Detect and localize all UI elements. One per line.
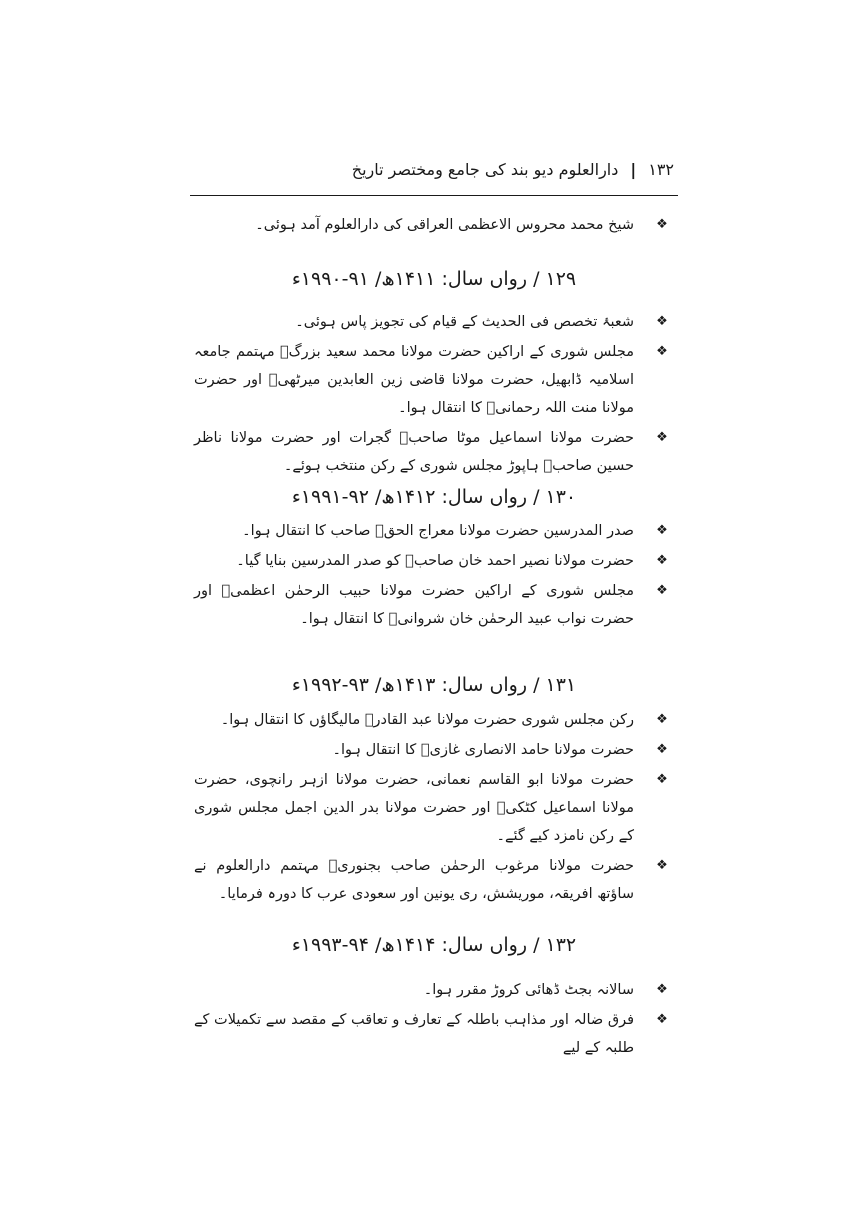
bullet-item (194, 766, 672, 850)
bullet-text: مجلس شوری کے اراکین حضرت مولانا حبیب الرحمٰن اعظمیؒ اور حضرت نواب عبید الرحمٰن خان شروانیؒ کا انتقال ہوا۔ (194, 583, 634, 627)
bullet-diamond-icon: ❖ (656, 1012, 668, 1027)
bullet-diamond-icon: ❖ (656, 344, 668, 359)
bullet-item (194, 736, 672, 764)
bullet-text: رکن مجلس شوری حضرت مولانا عبد القادرؒ مالیگاؤں کا انتقال ہوا۔ (220, 712, 634, 728)
bullet-diamond-icon: ❖ (656, 583, 668, 598)
year-heading-131: ۱۳۱ / رواں سال: ۱۴۱۳ھ/ ۹۳-۱۹۹۲ء (291, 674, 577, 696)
bullet-item (194, 852, 672, 908)
bullet-diamond-icon: ❖ (656, 858, 668, 873)
bullet-text: شعبۂ تخصص فی الحدیث کے قیام کی تجویز پاس ہوئی۔ (295, 314, 634, 330)
year-heading-130: ۱۳۰ / رواں سال: ۱۴۱۲ھ/ ۹۲-۱۹۹۱ء (291, 486, 577, 508)
bullet-diamond-icon: ❖ (656, 982, 668, 997)
bullet-text: شیخ محمد محروس الاعظمی العراقی کی دارالعلوم آمد ہوئی۔ (255, 217, 634, 233)
bullet-text: حضرت مولانا ابو القاسم نعمانی، حضرت مولانا ازہر رانچوی، حضرت مولانا اسماعیل کٹکیؒ اور حضرت مولانا بدر الدین اجمل مجلس شوری کے رکن نامزد کیے گئے۔ (194, 772, 634, 844)
bullet-item (194, 976, 672, 1004)
bullet-diamond-icon: ❖ (656, 314, 668, 329)
bullet-item (194, 517, 672, 545)
bullet-text: حضرت مولانا حامد الانصاری غازیؒ کا انتقال ہوا۔ (332, 742, 634, 758)
running-header (190, 160, 674, 179)
bullet-diamond-icon: ❖ (656, 217, 668, 232)
bullet-diamond-icon: ❖ (656, 553, 668, 568)
bullet-diamond-icon: ❖ (656, 523, 668, 538)
bullet-text: حضرت مولانا نصیر احمد خان صاحبؒ کو صدر المدرسین بنایا گیا۔ (236, 553, 634, 569)
header-rule (190, 195, 678, 196)
page-number: ۱۳۲ (648, 160, 674, 179)
bullet-diamond-icon: ❖ (656, 430, 668, 445)
section-2-bullets (194, 517, 672, 635)
bullet-text: مجلس شوری کے اراکین حضرت مولانا محمد سعید بزرگؒ مہتمم جامعہ اسلامیہ ڈابھیل، حضرت مولانا قاضی زین العابدین میرٹھیؒ اور حضرت مولانا منت اللہ رحمانیؒ کا انتقال ہوا۔ (194, 344, 634, 416)
year-heading-129: ۱۲۹ / رواں سال: ۱۴۱۱ھ/ ۹۱-۱۹۹۰ء (291, 268, 577, 290)
bullet-text: سالانہ بجٹ ڈھائی کروڑ مقرر ہوا۔ (423, 982, 634, 998)
bullet-text: صدر المدرسین حضرت مولانا معراج الحقؒ صاحب کا انتقال ہوا۔ (242, 523, 634, 539)
bullet-text: فرق ضالہ اور مذاہب باطلہ کے تعارف و تعاقب کے مقصد سے تکمیلات کے طلبہ کے لیے (194, 1012, 634, 1056)
bullet-item (194, 706, 672, 734)
bullet-item (194, 308, 672, 336)
bullet-text: حضرت مولانا مرغوب الرحمٰن صاحب بجنوریؒ مہتمم دارالعلوم نے ساؤتھ افریقہ، موریشش، ری یونین اور سعودی عرب کا دورہ فرمایا۔ (194, 858, 634, 902)
bullet-item (194, 1006, 672, 1062)
bullet-diamond-icon: ❖ (656, 712, 668, 727)
bullet-diamond-icon: ❖ (656, 772, 668, 787)
section-0-bullets (194, 211, 672, 241)
bullet-item (194, 338, 672, 422)
section-4-bullets (194, 976, 672, 1064)
bullet-item (194, 424, 672, 480)
bullet-text: حضرت مولانا اسماعیل موٹا صاحبؒ گجرات اور حضرت مولانا ناظر حسین صاحبؒ ہاپوڑ مجلس شوری کے رکن منتخب ہوئے۔ (194, 430, 634, 474)
year-heading-132: ۱۳۲ / رواں سال: ۱۴۱۴ھ/ ۹۴-۱۹۹۳ء (291, 934, 577, 956)
header-separator: | (630, 160, 637, 179)
bullet-item (194, 577, 672, 633)
book-title: دارالعلوم دیو بند کی جامع ومختصر تاریخ (351, 160, 619, 179)
bullet-diamond-icon: ❖ (656, 742, 668, 757)
section-1-bullets (194, 308, 672, 482)
bullet-item (194, 211, 672, 239)
section-3-bullets (194, 706, 672, 910)
bullet-item (194, 547, 672, 575)
